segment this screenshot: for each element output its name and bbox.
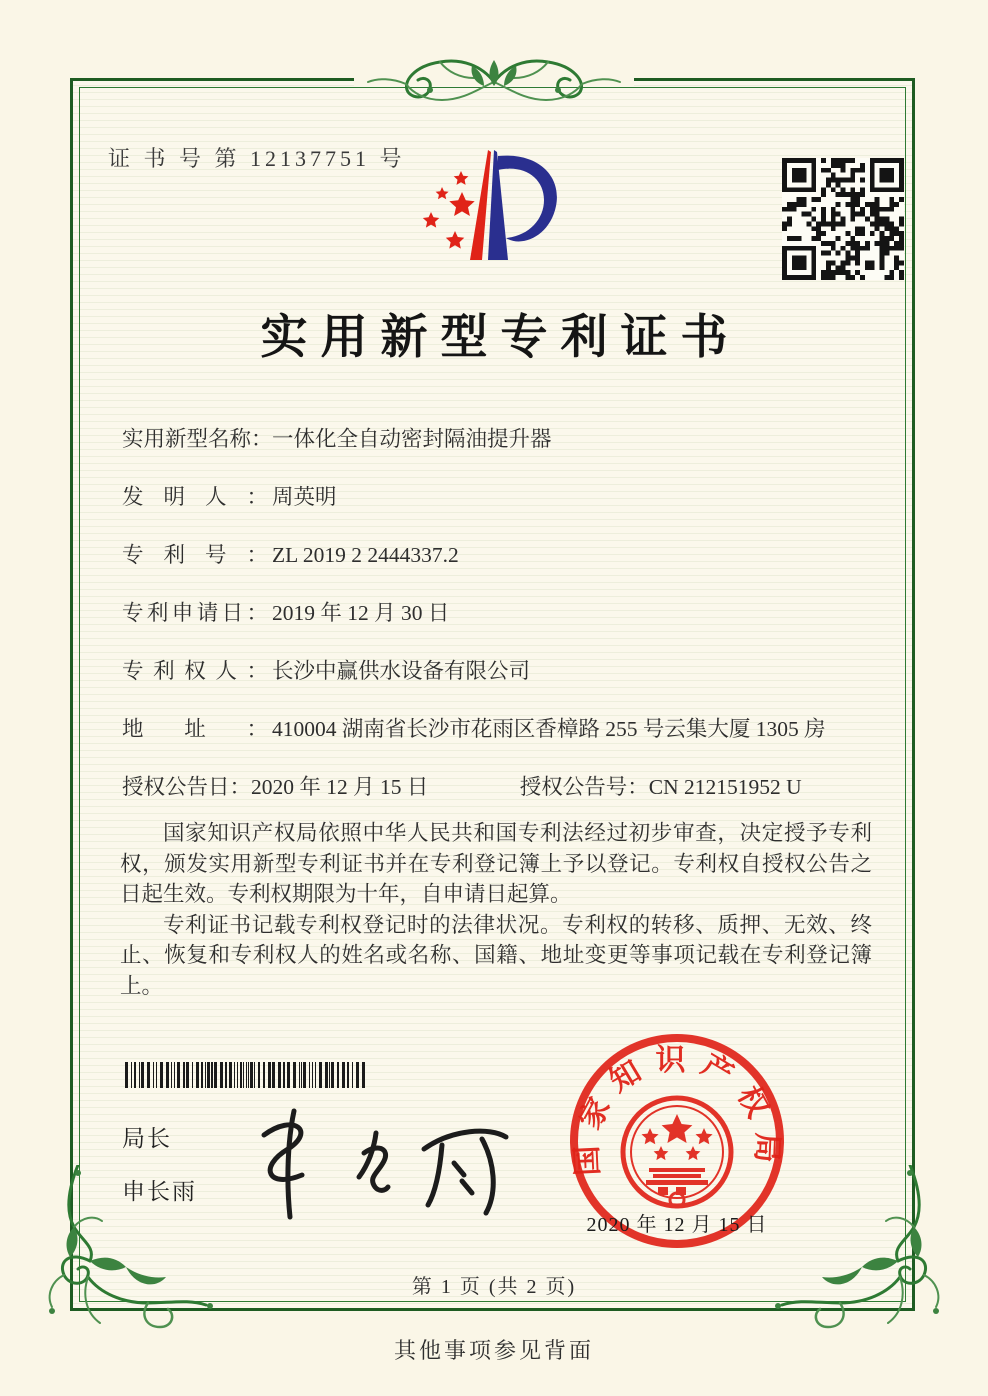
field-label: 发明人： [122,485,268,509]
field-list [122,425,882,831]
field-value: 周英明 [272,485,337,509]
director-block [122,1120,197,1226]
field-label: 地址： [122,717,268,741]
certificate-title: 实用新型专利证书 [260,312,741,364]
corner-flourish-icon [768,1165,958,1340]
svg-text:国家知识产权局 [570,1044,784,1176]
field-label: 专利号： [122,543,268,567]
field-patent-number [122,541,882,599]
grant-number-value: CN 212151952 U [648,775,802,799]
field-inventor [122,483,882,541]
grant-number-label: 授权公告号： [519,775,649,799]
field-value: 长沙中赢供水设备有限公司 [272,659,531,683]
cnipa-patent-logo-icon [398,140,598,292]
certificate-number: 证 书 号 第 12137751 号 [108,146,406,171]
seal-ring-text: 国家知识产权局 [570,1044,784,1177]
seal-date: 2020 年 12 月 15 日 [586,1214,768,1236]
field-utility-name [122,425,882,483]
field-value: 410004 湖南省长沙市花雨区香樟路 255 号云集大厦 1305 房 [272,717,826,741]
barcode-icon [125,1062,365,1088]
field-address [122,715,882,773]
qr-code-icon [782,158,904,280]
director-signature-icon [238,1105,518,1225]
grant-date-value: 2020 年 12 月 15 日 [251,775,429,799]
director-title: 局长 [122,1126,172,1151]
field-value: 2019 年 12 月 30 日 [272,601,450,625]
top-ornament-icon [344,48,644,110]
legal-paragraph-1: 国家知识产权局依照中华人民共和国专利法经过初步审查，决定授予专利权，颁发实用新型专利证书并在专利登记簿上予以登记。专利权自授权公告之日起生效。专利权期限为十年，自申请日起算。 [120,821,872,906]
footer-note: 其他事项参见背面 [393,1338,594,1363]
director-name: 申长雨 [122,1179,197,1204]
field-label: 专利权人： [122,659,268,683]
field-patentee [122,657,882,715]
field-application-date [122,599,882,657]
grant-date-label: 授权公告日： [122,775,252,799]
legal-text [120,818,872,1001]
page-info: 第 1 页 (共 2 页) [411,1276,577,1298]
field-label: 实用新型名称： [122,427,273,451]
legal-paragraph-2: 专利证书记载专利权登记时的法律状况。专利权的转移、质押、无效、终止、恢复和专利权人的姓名或名称、国籍、地址变更等事项记载在专利登记簿上。 [120,912,872,998]
field-value: 一体化全自动密封隔油提升器 [272,427,552,451]
field-value: ZL 2019 2 2444337.2 [272,543,459,567]
field-label: 专利申请日： [122,601,268,625]
